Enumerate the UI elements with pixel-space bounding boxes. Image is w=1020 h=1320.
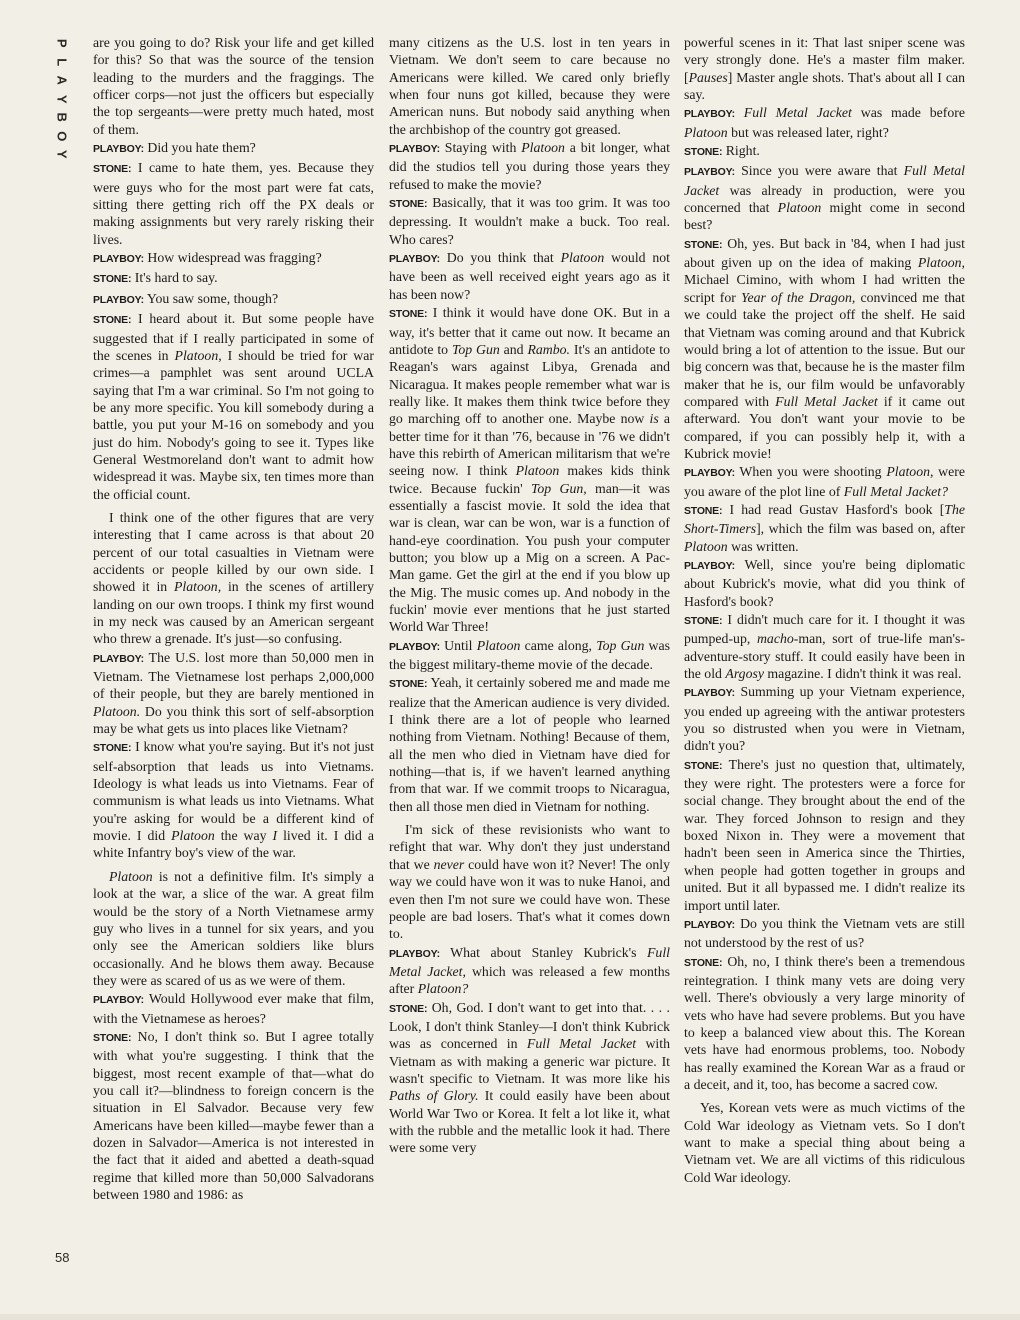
question: PLAYBOY: Since you were aware that Full Metal Jacket was already in production, were you concerned that Platoon might come in second best?: [684, 163, 966, 233]
question: PLAYBOY: When you were shooting Platoon, were you aware of the plot line of Full Metal Jacket?: [684, 464, 965, 499]
question: PLAYBOY: Well, since you're being diplomatic about Kubrick's movie, what did you think of Hasford's book?: [684, 556, 965, 609]
paragraph: powerful scenes in it: That last sniper scene was very strongly done. He's a master film maker. [Pauses] Master angle shots. That's about all I can say.: [684, 35, 965, 103]
answer: STONE: Oh, no, I think there's been a tremendous reintegration. I think many vets are doing very well. There's obviously a very large minority of vets who have had severe problems. But you have to keep a balanced view about this. The Korean vets have had enormous problems, too. Nobody has really examined the Korean War as a fraud or a deceit, and it, too, has become a sacred cow.: [684, 953, 965, 1092]
paragraph: many citizens as the U.S. lost in ten years in Vietnam. We don't seem to care because no Americans were killed. We cared only briefly when four nuns got killed, because they were American nuns. But nobody said anything when the archbishop of the country got greased.: [389, 35, 670, 137]
paragraph: I'm sick of these revisionists who want to refight that war. Why don't they just understand that we never could have won it? Never! The only way we could have won it was to nuke Hanoi, and even then I'm not sure we could have won. These people are bad losers. That's what it comes down to.: [389, 822, 670, 942]
question: PLAYBOY: Would Hollywood ever make that film, with the Vietnamese as heroes?: [93, 991, 375, 1026]
answer: STONE: I think it would have done OK. But in a way, it's better that it came out now. It became an antidote to Top Gun and Rambo. It's an antidote to Reagan's wars against Libya, Grenada and Nicaragua. It makes people remember what war is really like. It makes them think twice before they go marching off to another one. Maybe now is a better time for it than '76, because in '76 we didn't have this rebirth of American militarism that we're seeing now. I think Platoon makes kids think twice. Because fuckin' Top Gun, man—it was essentially a fascist movie. It sold the idea that war is clean, war can be won, war is a function of hand-eye coordination. You push your computer button; you blow up a Mig on a screen. A Pac-Man game. Get the girl at the end if you blow up the Mig. The music comes up. And nobody in the fuckin' movie ever mentions that he just started World War Three!: [389, 305, 671, 635]
question: PLAYBOY: You saw some, though?: [93, 290, 279, 306]
paragraph: I think one of the other figures that are very interesting that I came across is that about 20 percent of our total casualties in Vietnam were accidents or people killed by our own side. I showed it in Platoon, in the scenes of artillery landing on our own troops. I think my first wound in my neck was caused by an American sergeant who threw a grenade. It's just—so confusing.: [93, 509, 374, 647]
paragraph: Platoon is not a definitive film. It's simply a look at the war, a slice of the war. A great film would be the story of a North Vietnamese army guy who lives in a tunnel for six years, and you only see the American soldiers like blurs occasionally. And he blows them away. Because they were as scared of us as we were of them.: [93, 868, 374, 988]
answer: STONE: There's just no question that, ultimately, they were right. The protesters were a force for social change. They brought about the end of the war. They forced Johnson to resign and they boxed Nixon in. They were a movement that hadn't been seen in America since the Thirties, when people had gotten together in groups and united. But it all bypassed me. I didn't realize its import until later.: [684, 756, 965, 913]
answer: STONE: It's hard to say.: [93, 270, 218, 286]
paragraph: are you going to do? Risk your life and get killed for this? So that was the source of the tension leading to the murders and the fraggings. The officer corps—not just the officers but especially the top sergeants—were pretty much hated, most of them.: [93, 35, 374, 137]
question: PLAYBOY: Summing up your Vietnam experience, you ended up agreeing with the antiwar protesters you so distrusted when you were in Vietnam, didn't you?: [684, 684, 966, 754]
answer: STONE: Oh, God. I don't want to get into that. . . . Look, I don't think Stanley—I don't think Kubrick was as concerned in Full Metal Jacket with Vietnam as with making a generic war picture. It wasn't specific to Vietnam. It was more like his Paths of Glory. It could easily have been about World War Two or Korea. It felt a lot like it, what with the rubble and the metallic look it had. There were some very: [389, 999, 670, 1156]
answer: STONE: I heard about it. But some people have suggested that if I really participated in some of the scenes in Platoon, I should be tried for war crimes—a pamphlet was sent around UCLA saying that I'm a war criminal. So I'm not going to be any more specific. You kill somebody during a battle, you put your M-16 on somebody and you just do him. Nobody's going to see it. Types like General Westmoreland don't want to admit how widespread it was. Maybe six, ten times more than the official count.: [93, 311, 374, 502]
answer: STONE: I didn't much care for it. I thought it was pumped-up, macho-man, sort of true-life man's-adventure-story stuff. It could easily have been in the old Argosy magazine. I didn't think it was real.: [684, 612, 965, 682]
speaker-label: PLAYBOY:: [93, 143, 144, 156]
answer: STONE: I had read Gustav Hasford's book [The Short-Timers], which the film was based on, after Platoon was written.: [684, 501, 965, 554]
paragraph: Yes, Korean vets were as much victims of the Cold War ideology as Vietnam vets. So I don't want to make a special thing about being a Vietnam vet. We are all victims of this ridiculous Cold War ideology.: [684, 1100, 965, 1185]
magazine-letter: Y: [54, 149, 70, 159]
magazine-letter: L: [54, 57, 70, 66]
page-bottom-edge: [0, 1314, 1020, 1320]
question: PLAYBOY: Full Metal Jacket was made before Platoon but was released later, right?: [684, 105, 966, 140]
magazine-letter: B: [54, 112, 70, 122]
question: PLAYBOY: Until Platoon came along, Top Gun was the biggest military-theme movie of the decade.: [389, 637, 671, 673]
answer: STONE: No, I don't think so. But I agree totally with what you're suggesting. I think that the biggest, most recent example of that—what do you call it?—blindness to foreign concern is the situation in El Salvador. Because very few Americans have been killed—maybe fewer than a dozen in Salvador—America is not interested in the fact that it aided and abetted a death-squad regime that killed more than 50,000 Salvadorans between 1980 and 1986: as: [93, 1028, 374, 1202]
question: PLAYBOY: Do you think the Vietnam vets are still not understood by the rest of us?: [684, 915, 965, 951]
answer: STONE: I came to hate them, yes. Because they were guys who for the most part were fat cats, sitting there getting rich off the PX deals or making assignments but very rarely risking their lives.: [93, 160, 374, 247]
answer: STONE: Basically, that it was too grim. It was too depressing. It wouldn't make a buck. Too real. Who cares?: [389, 195, 671, 247]
question: PLAYBOY: Did you hate them?: [93, 140, 256, 156]
answer: STONE: Right.: [684, 143, 760, 159]
question: PLAYBOY: The U.S. lost more than 50,000 men in Vietnam. The Vietnamese lost perhaps 2,000,000 of their people, but they are barely mentioned in Platoon. Do you think this sort of self-absorption may be what gets us into places like Vietnam?: [93, 649, 375, 737]
text-column-1: [93, 34, 374, 1204]
question: PLAYBOY: What about Stanley Kubrick's Full Metal Jacket, which was released a few months after Platoon?: [389, 944, 670, 997]
magazine-letter: P: [54, 38, 70, 48]
speaker-label: STONE:: [93, 163, 132, 176]
page-number: 58: [55, 1250, 70, 1265]
magazine-name-vertical: [52, 34, 70, 164]
text-column-3: [684, 34, 965, 1187]
magazine-letter: O: [54, 130, 70, 141]
question: PLAYBOY: How widespread was fragging?: [93, 250, 322, 266]
magazine-letter: Y: [54, 94, 70, 104]
question: PLAYBOY: Staying with Platoon a bit longer, what did the studios tell you during those years they refused to make the movie?: [389, 140, 671, 192]
text-column-2: [389, 34, 670, 1158]
answer: STONE: Yeah, it certainly sobered me and made me realize that the American audience is very divided. I think there are a lot of people who learned nothing from Vietnam. Nothing! Because of them, all the men who died in Vietnam have died for nothing—that is, if we haven't learned anything from that war. If we commit troops to Nicaragua, then all those men died in Vietnam for nothing.: [389, 675, 670, 814]
magazine-letter: A: [54, 75, 70, 85]
question: PLAYBOY: Do you think that Platoon would not have been as well received eight years ago as it has been now?: [389, 250, 670, 302]
answer: STONE: I know what you're saying. But it's not just self-absorption that leads us into Vietnams. Ideology is what leads us into Vietnams. Fear of communism is what leads us into Vietnams. What you're asking for would be a different kind of movie. I did Platoon the way I lived it. I did a white Infantry boy's view of the war.: [93, 739, 374, 861]
answer: STONE: Oh, yes. But back in '84, when I had just about given up on the idea of making Platoon, Michael Cimino, with whom I had written the script for Year of the Dragon, convinced me that we could take the project off the shelf. He said that Vietnam was coming around and that Kubrick would bring a lot of attention to the issue. But our big concern was that, because he is the master film maker that he is, our film would be unfavorably compared with Full Metal Jacket if it came out afterward. You don't want your movie to be compared, if you can possibly help it, with a Kubrick movie!: [684, 235, 966, 461]
